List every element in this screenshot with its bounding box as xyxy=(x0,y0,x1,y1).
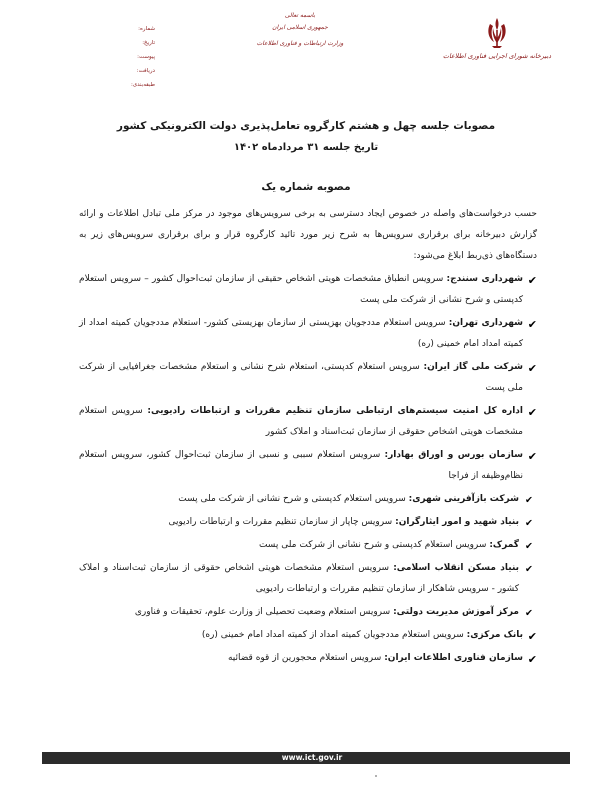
item-description: سرویس استعلام مشخصات هویتی اشخاص حقوقی از سازمان ثبت‌اسناد و املاک کشور - سرویس شاهکار از سازمان تنظیم مقررات و ارتباطات رادیویی xyxy=(79,563,519,594)
check-icon: ✔ xyxy=(525,608,533,619)
item-description: سرویس استعلام وضعیت تحصیلی از وزارت علوم، تحقیقات و فناوری xyxy=(134,607,394,617)
item-description: سرویس استعلام کدپستی و شرح نشانی از شرکت ملی پست xyxy=(258,540,490,550)
item-description: سرویس انطباق مشخصات هویتی اشخاص حقیقی از سازمان ثبت‌احوال کشور – سرویس استعلام کدپستی و شرح نشانی از شرکت ملی پست xyxy=(79,274,523,305)
check-icon: ✔ xyxy=(527,630,537,643)
meta-number-label: شماره: xyxy=(138,26,155,32)
footer-bar xyxy=(42,752,570,764)
list-item xyxy=(79,313,537,355)
check-icon: ✔ xyxy=(525,564,533,575)
meta-attachment-label: پیوست: xyxy=(137,54,155,60)
item-org-name: بانک مرکزی: xyxy=(466,630,523,640)
item-org-name: گمرک: xyxy=(489,540,519,550)
list-item xyxy=(79,602,537,623)
header-org-block xyxy=(422,16,572,60)
item-org-name: بنیاد شهید و امور ایثارگران: xyxy=(395,517,519,527)
check-icon: ✔ xyxy=(527,653,537,666)
item-org-name: شهرداری سنندج: xyxy=(446,274,524,284)
list-item xyxy=(79,625,537,646)
item-org-name: بنیاد مسکن انقلاب اسلامی: xyxy=(393,563,519,573)
list-item xyxy=(79,357,537,399)
list-item xyxy=(79,535,537,556)
iran-emblem-icon xyxy=(484,16,510,50)
check-icon: ✔ xyxy=(525,541,533,552)
resolution-number: مصوبه شماره یک xyxy=(261,181,351,193)
service-list xyxy=(79,269,537,671)
page-title: مصوبات جلسه چهل و هشتم کارگروه تعامل‌پذیری دولت الکترونیکی کشور xyxy=(116,120,496,132)
check-icon: ✔ xyxy=(525,518,533,529)
check-icon: ✔ xyxy=(525,495,533,506)
item-description: سرویس چاپار از سازمان تنظیم مقررات و ارتباطات رادیویی xyxy=(168,517,396,527)
item-org-name: شهرداری تهران: xyxy=(448,318,523,328)
list-item xyxy=(79,558,537,600)
meta-received-label: دریافت: xyxy=(136,68,155,74)
item-description: سرویس استعلام کدپستی و شرح نشانی از شرکت ملی پست xyxy=(178,494,409,504)
item-description: سرویس استعلام مددجویان کمیته امداد از کمیته امداد امام خمینی (ره) xyxy=(201,630,467,640)
list-item xyxy=(79,489,537,510)
meta-date-label: تاریخ: xyxy=(142,40,155,46)
check-icon: ✔ xyxy=(527,450,537,463)
item-org-name: سازمان بورس و اوراق بهادار: xyxy=(384,450,523,460)
item-org-name: اداره کل امنیت سیستم‌های ارتباطی سازمان تنظیم مقررات و ارتباطات رادیویی: xyxy=(147,406,523,416)
item-description: سرویس استعلام مشخصات هویتی اشخاص حقوقی از سازمان ثبت‌اسناد و املاک کشور xyxy=(79,406,523,437)
ministry-text: وزارت ارتباطات و فناوری اطلاعات xyxy=(256,40,344,47)
footer-url[interactable]: www.ict.gov.ir xyxy=(281,753,343,762)
item-org-name: شرکت ملی گاز ایران: xyxy=(423,362,523,372)
list-item xyxy=(79,269,537,311)
republic-text: جمهوری اسلامی ایران xyxy=(272,24,328,31)
meta-classification-label: طبقه‌بندی: xyxy=(130,82,155,88)
list-item xyxy=(79,401,537,443)
item-org-name: شرکت بازآفرینی شهری: xyxy=(408,494,519,504)
item-description: سرویس استعلام محجورین از قوه قضائیه xyxy=(227,653,385,663)
item-org-name: مرکز آموزش مدیریت دولتی: xyxy=(393,607,519,617)
header-center xyxy=(225,10,375,50)
list-item xyxy=(79,445,537,487)
item-org-name: سازمان فناوری اطلاعات ایران: xyxy=(384,653,523,663)
org-name: دبیرخانه شورای اجرایی فناوری اطلاعات xyxy=(442,52,552,60)
intro-paragraph: حسب درخواست‌های واصله در خصوص ایجاد دسترسی به برخی سرویس‌های موجود در مرکز ملی تبادل اطلاعات و ارائه گزارش دبیرخانه برای برقراری سرویس‌ها به شرح زیر مورد تائید کارگروه قرار و برای برقراری سرویس‌های زیر به دستگاه‌های ذی‌ربط ابلاغ می‌شود: xyxy=(79,209,537,261)
page-marker xyxy=(375,775,377,777)
header-meta-fields xyxy=(100,22,155,92)
check-icon: ✔ xyxy=(527,274,537,287)
check-icon: ✔ xyxy=(527,362,537,375)
bismillah-text: باسمه تعالی xyxy=(284,12,316,19)
check-icon: ✔ xyxy=(527,318,537,331)
item-description: سرویس استعلام کدپستی، استعلام شرح نشانی و استعلام مشخصات جغرافیایی از شرکت ملی پست xyxy=(79,362,523,393)
list-item xyxy=(79,648,537,669)
meeting-date: تاریخ جلسه ۳۱ مردادماه ۱۴۰۲ xyxy=(233,142,379,153)
item-description: سرویس استعلام سببی و نسبی از سازمان ثبت‌احوال کشور، سرویس استعلام نظام‌وظیفه از فراجا xyxy=(79,450,523,481)
check-icon: ✔ xyxy=(527,406,537,419)
list-item xyxy=(79,512,537,533)
item-description: سرویس استعلام مددجویان بهزیستی از سازمان بهزیستی کشور- استعلام مددجویان کمیته امداد از کمیته امداد امام خمینی (ره) xyxy=(79,318,523,349)
